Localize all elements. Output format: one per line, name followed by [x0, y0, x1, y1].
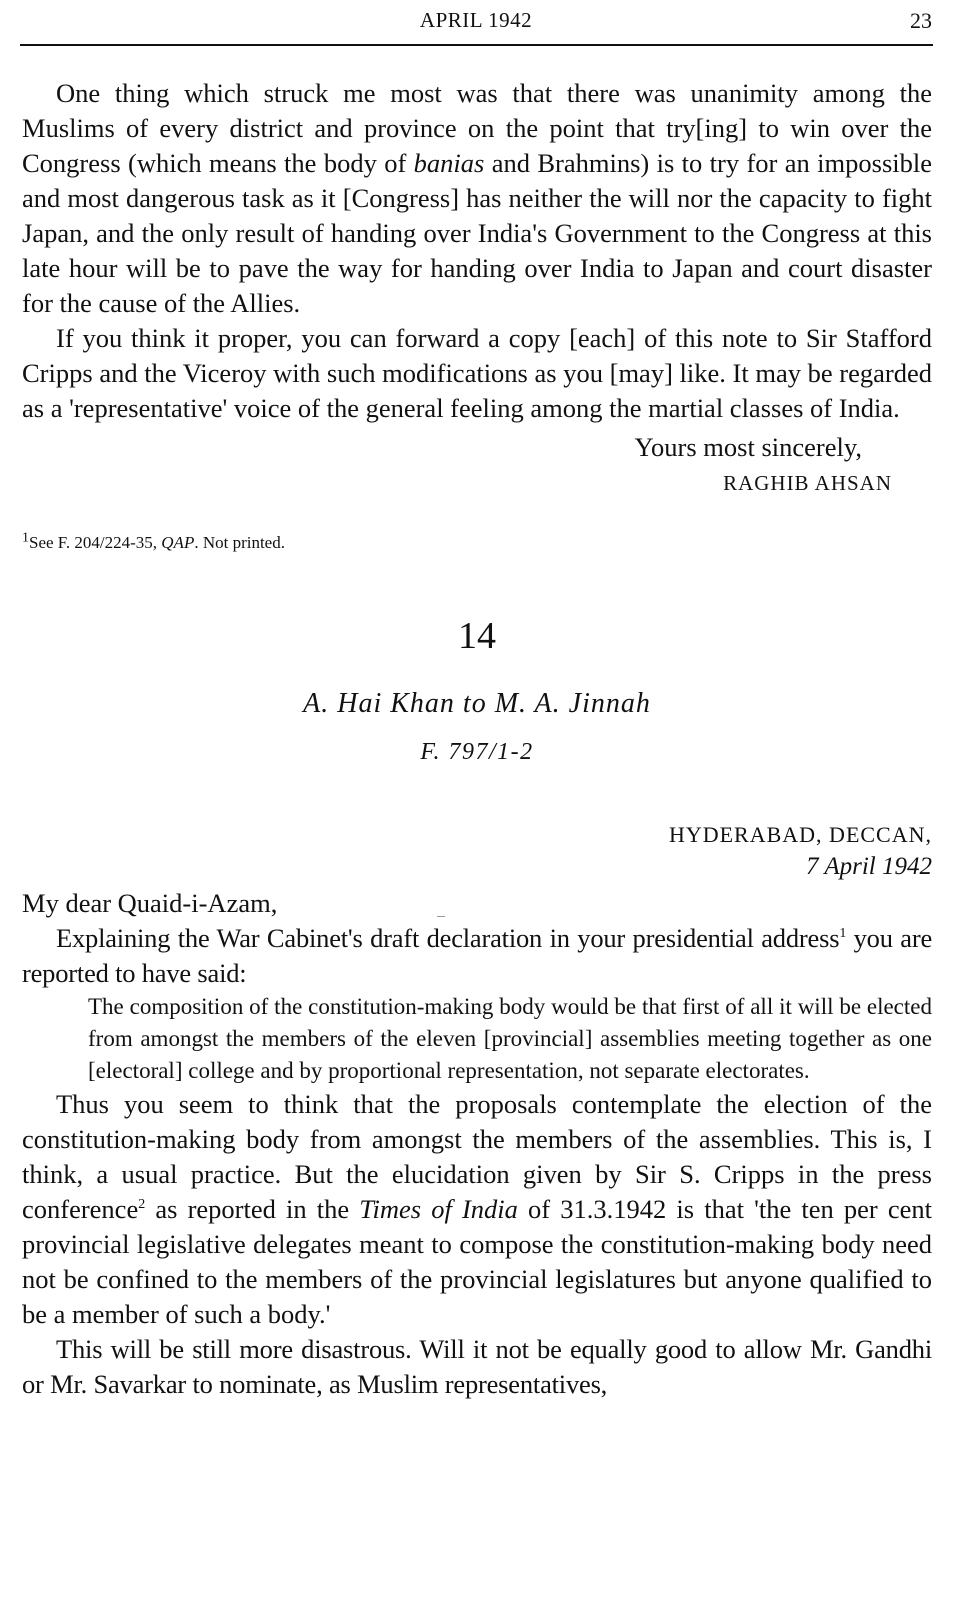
letter-14-paragraph-2 [22, 1087, 932, 1332]
footnote [22, 532, 932, 554]
page-body [22, 76, 932, 1402]
italic-term: banias [413, 148, 485, 178]
letter-14-paragraph-3: This will be still more disastrous. Will it not be equally good to allow Mr. Gandhi or Mr. Savarkar to nominate, as Muslim representatives, [22, 1334, 932, 1399]
running-title: APRIL 1942 [419, 8, 533, 32]
footnote-marker: 1 [22, 530, 29, 546]
page-header [20, 8, 932, 38]
letter-13-paragraph-1 [22, 76, 932, 321]
text-run: of 31.3.1942 is that 'the ten per cent provincial legislative delegates meant to compose the constitution-making body need not be confined to the members of the provincial legislatures but anyone qualified to be a member of such a body.' [22, 1194, 932, 1329]
text-run: . Not printed. [194, 533, 285, 552]
signatory: RAGHIB AHSAN [723, 471, 892, 495]
letter-13-paragraph-2: If you think it proper, you can forward a copy [each] of this note to Sir Stafford Cripps and the Viceroy with such modifications as you [may] like. It may be regarded as a 'representative' voice of the general feeling among the martial classes of India. [22, 323, 932, 423]
document-reference: F. 797/1-2 [420, 739, 534, 765]
block-quote: The composition of the constitution-making body would be that first of all it will be elected from amongst the members of the eleven [provincial] assemblies meeting together as one [electoral] college and by proportional representation, not separate electorates. [88, 994, 932, 1083]
letter-place: HYDERABAD, DECCAN, [668, 822, 932, 847]
signoff-block [22, 430, 932, 510]
header-rule [20, 44, 933, 46]
text-run: One thing which struck me most was that there was unanimity among the Muslims of every district and province on the point that try[ing] to win over the Congress (which means the body of [22, 78, 932, 178]
footnote-marker: 2 [138, 1197, 146, 1213]
text-run: See F. 204/224-35, [29, 533, 162, 552]
page-number: 23 [910, 8, 932, 33]
document-number: 14 [458, 615, 496, 657]
text-run: Explaining the War Cabinet's draft declaration in your presidential address [56, 923, 840, 953]
document-title: A. Hai Khan to M. A. Jinnah [303, 688, 651, 719]
italic-term: QAP [161, 533, 195, 552]
print-mark [437, 916, 445, 917]
valediction: Yours most sincerely, [634, 432, 862, 462]
text-run: and Brahmins) is to try for an impossible and most dangerous task as it [Congress] has neither the will nor the capacity to fight Japan, and the only result of handing over India's Government to the Congress at this late hour will be to pave the way for handing over India to Japan and court disaster for the cause of the Allies. [22, 148, 932, 318]
italic-term: Times of India [359, 1194, 518, 1224]
text-run: you are reported to have said: [22, 923, 933, 988]
letter-date: 7 April 1942 [806, 853, 932, 880]
footnote-marker: 1 [839, 926, 847, 942]
text-run: as reported in the [145, 1194, 360, 1224]
letter-14-paragraph-1 [22, 921, 932, 991]
text-run: Thus you seem to think that the proposals contemplate the election of the constitution-making body from amongst the members of the assemblies. This is, I think, a usual practice. But the elucidation given by Sir S. Cripps in the press conference [22, 1089, 932, 1224]
salutation: My dear Quaid-i-Azam, [22, 888, 278, 918]
